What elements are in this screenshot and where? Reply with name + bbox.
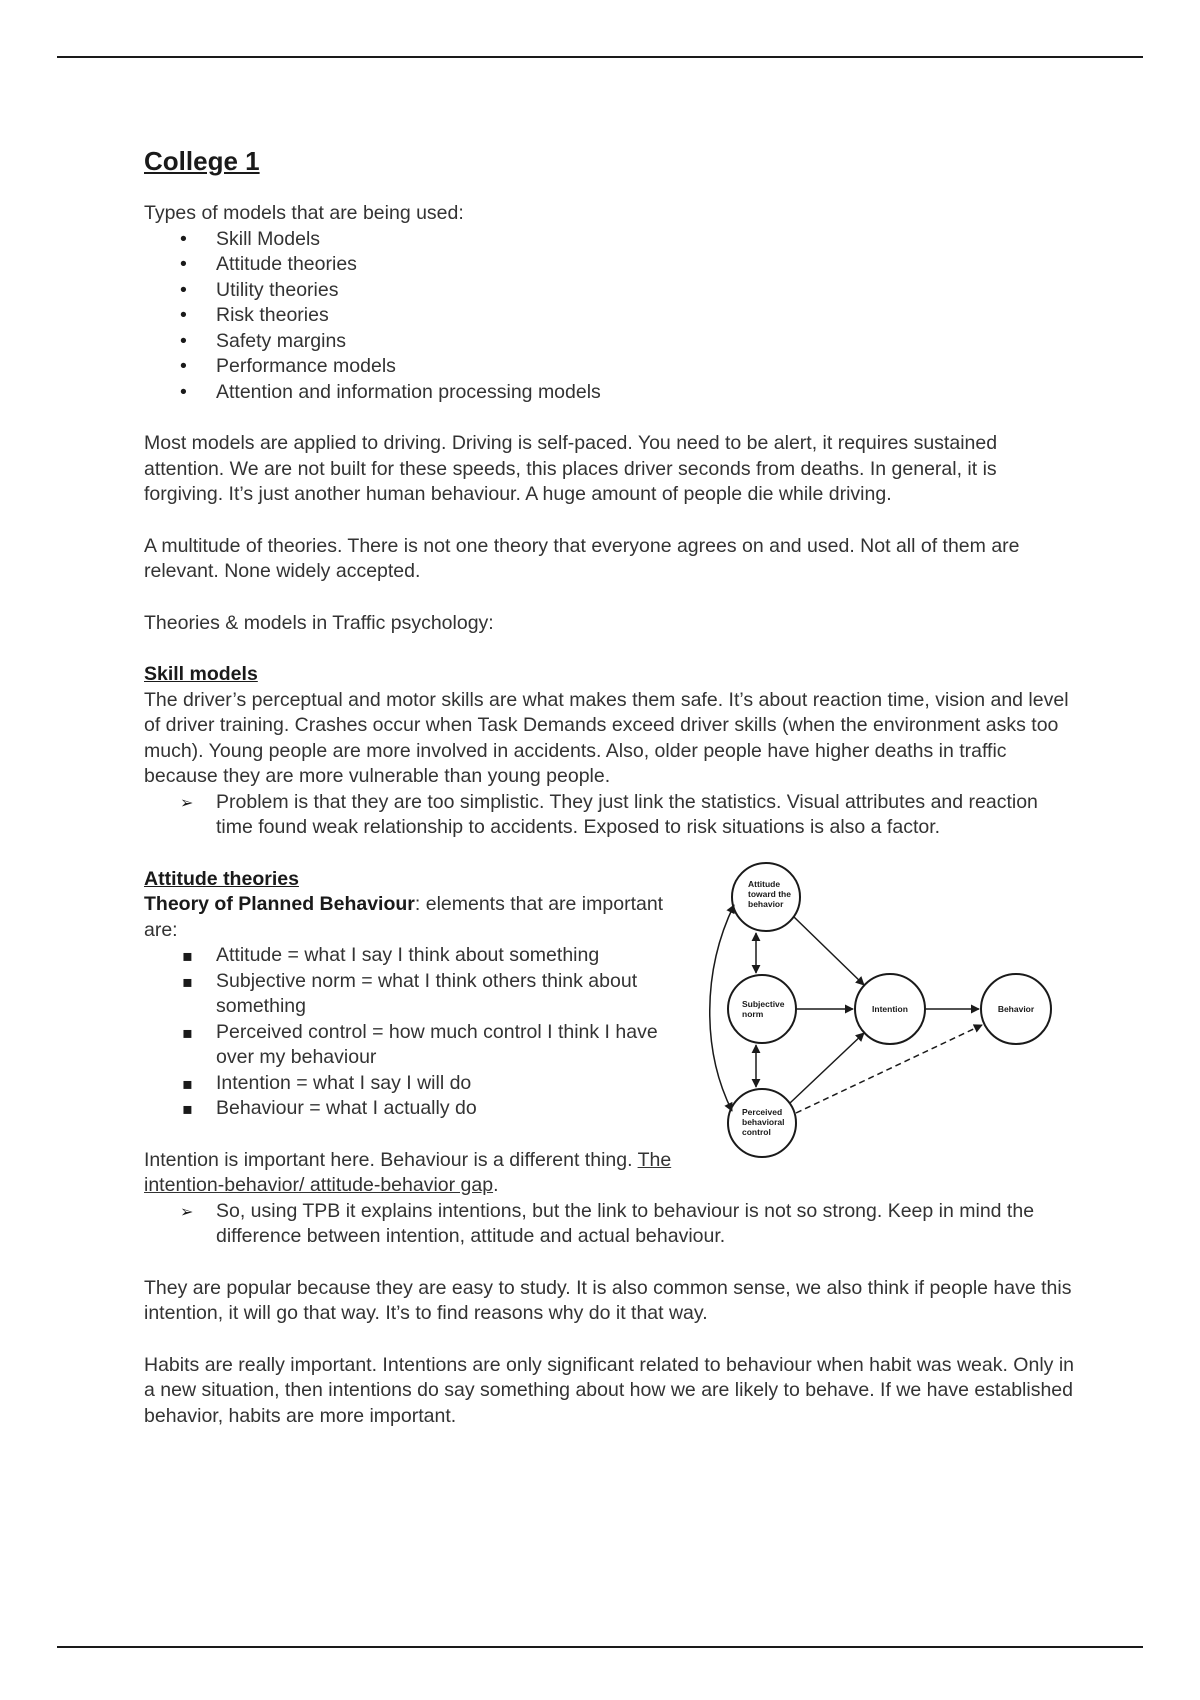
theories-paragraph: Theories & models in Traffic psychology: <box>144 611 494 634</box>
intro-text: Types of models that are being used: <box>144 202 464 224</box>
list-item: ▪ Behaviour = what I actually do <box>144 1096 674 1122</box>
driving-paragraph: Most models are applied to driving. Driving is self-paced. You need to be alert, it requires sustained attention. We are not built for these speeds, this places driver seconds from deaths. In general, it is forgiving. It’s just another human behaviour. A huge amount of people die while driving. <box>144 432 998 505</box>
tpb-diagram <box>682 861 1060 1161</box>
footer-rule <box>57 1646 1143 1648</box>
list-item: ▪ Intention = what I say I will do <box>144 1071 674 1097</box>
list-item: ▪ Attitude = what I say I think about something <box>144 943 674 969</box>
gap-underlined: The intention-behavior/ attitude-behavior gap <box>144 1148 672 1196</box>
control-label-1: Perceived <box>742 1106 783 1117</box>
list-item: • Utility theories <box>144 278 1074 304</box>
arrow-control-intention <box>790 1033 864 1103</box>
list-item: • Attention and information processing models <box>144 380 1074 406</box>
list-item: • Skill Models <box>144 227 1074 253</box>
header-rule <box>57 56 1143 58</box>
list-item: ▪ Subjective norm = what I think others think about something <box>144 969 674 1020</box>
arrow-bullet: ➢ So, using TPB it explains intentions, but the link to behaviour is not so strong. Keep in mind the difference between intention, attitude and actual behaviour. <box>144 1199 1074 1250</box>
popular-paragraph: They are popular because they are easy to study. It is also common sense, we also think if people have this intention, it will go that way. It’s to find reasons why do it that way. <box>144 1276 1072 1324</box>
habits-paragraph: Habits are really important. Intentions are only significant related to behaviour when habit was weak. Only in a new situation, then intentions do say something about how we are likely to behave. If we have established behavior, habits are more important. <box>144 1353 1074 1427</box>
attitude-label-1: Attitude <box>748 878 781 889</box>
tpb-intro-rest: : elements that are important are: <box>144 893 664 941</box>
multitude-paragraph: A multitude of theories. There is not one theory that everyone agrees on and used. Not all of them are relevant. None widely accepted. <box>144 534 1020 582</box>
list-item: ▪ Perceived control = how much control I think I have over my behaviour <box>144 1020 674 1071</box>
skill-models-paragraph: The driver’s perceptual and motor skills are what makes them safe. It’s about reaction time, vision and level of driver training. Crashes occur when Task Demands exceed driver skills (when the environment asks too much). Young people are more involved in accidents. Also, older people have higher deaths in traffic because they are more vulnerable than young people. <box>144 688 1069 787</box>
gap-period: . <box>493 1174 499 1196</box>
norm-label-1: Subjective <box>742 998 785 1009</box>
skill-models-bullets <box>144 790 1074 841</box>
document-body <box>144 145 1074 1429</box>
page-title: College 1 <box>144 146 260 176</box>
arrow-attitude-intention <box>794 917 864 985</box>
control-label-2: behavioral <box>742 1116 785 1127</box>
list-item: • Safety margins <box>144 329 1074 355</box>
attitude-theories-heading: Attitude theories <box>144 867 299 890</box>
attitude-label-3: behavior <box>748 898 784 909</box>
list-item: • Performance models <box>144 354 1074 380</box>
list-item: • Risk theories <box>144 303 1074 329</box>
arrow-bullet: ➢ Problem is that they are too simplistic. They just link the statistics. Visual attributes and reaction time found weak relationship to accidents. Exposed to risk situations is also a factor. <box>144 790 1074 841</box>
tpb-elements-list <box>144 943 674 1122</box>
attitude-label-2: toward the <box>748 888 791 899</box>
skill-models-heading: Skill models <box>144 663 258 685</box>
intention-label: Intention <box>872 1003 908 1014</box>
intention-text: Intention is important here. Behaviour is a different thing. <box>144 1148 638 1171</box>
list-item: • Attitude theories <box>144 252 1074 278</box>
model-types-list <box>144 227 1074 406</box>
norm-label-2: norm <box>742 1008 764 1019</box>
intention-paragraph <box>144 1148 674 1199</box>
behavior-label: Behavior <box>997 1003 1035 1014</box>
attitude-bullets <box>144 1199 1074 1250</box>
control-label-3: control <box>742 1126 771 1137</box>
tpb-name: Theory of Planned Behaviour <box>144 893 415 915</box>
attitude-section <box>144 867 1074 1199</box>
tpb-intro <box>144 892 674 943</box>
